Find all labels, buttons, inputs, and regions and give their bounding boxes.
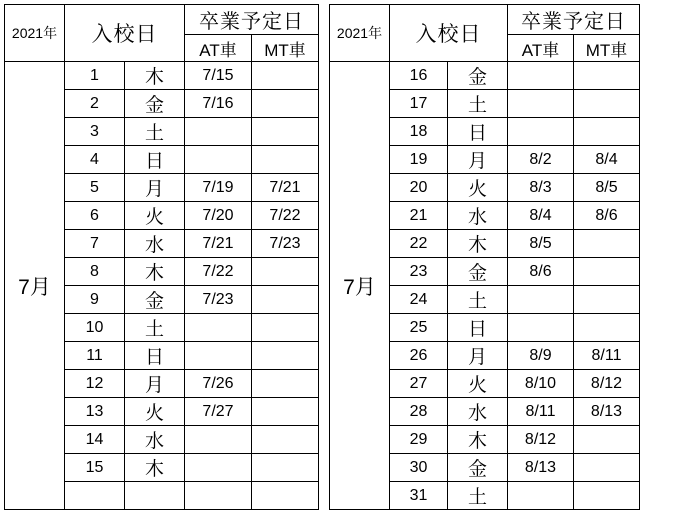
day-number: 28 xyxy=(390,398,448,426)
table-row xyxy=(5,62,319,90)
weekday: 木 xyxy=(448,230,508,258)
mt-graduation-date: 8/13 xyxy=(574,398,640,426)
weekday: 水 xyxy=(448,398,508,426)
at-graduation-date: 7/22 xyxy=(185,258,252,286)
mt-graduation-date xyxy=(252,146,319,174)
weekday: 日 xyxy=(448,314,508,342)
at-graduation-date: 7/27 xyxy=(185,398,252,426)
right-table-wrapper xyxy=(329,4,640,510)
day-number: 22 xyxy=(390,230,448,258)
mt-graduation-date xyxy=(574,90,640,118)
day-number: 23 xyxy=(390,258,448,286)
left-table-wrapper xyxy=(4,4,319,510)
weekday xyxy=(125,482,185,510)
weekday: 木 xyxy=(125,62,185,90)
at-graduation-date xyxy=(508,62,574,90)
day-number: 30 xyxy=(390,454,448,482)
weekday: 月 xyxy=(448,146,508,174)
day-number: 2 xyxy=(65,90,125,118)
at-graduation-date: 8/12 xyxy=(508,426,574,454)
day-number: 18 xyxy=(390,118,448,146)
mt-graduation-date xyxy=(574,314,640,342)
mt-graduation-date xyxy=(574,118,640,146)
at-graduation-date: 7/15 xyxy=(185,62,252,90)
weekday: 日 xyxy=(125,342,185,370)
mt-graduation-date xyxy=(574,62,640,90)
mt-graduation-date: 7/22 xyxy=(252,202,319,230)
mt-graduation-date xyxy=(252,342,319,370)
weekday: 月 xyxy=(125,370,185,398)
mt-graduation-date xyxy=(252,258,319,286)
day-number: 9 xyxy=(65,286,125,314)
day-number: 5 xyxy=(65,174,125,202)
at-graduation-date xyxy=(185,426,252,454)
mt-graduation-date xyxy=(574,454,640,482)
mt-graduation-date xyxy=(252,314,319,342)
weekday: 木 xyxy=(125,258,185,286)
mt-graduation-date xyxy=(574,426,640,454)
right-table-header xyxy=(330,5,640,62)
left-entry-date-header: 入校日 xyxy=(65,5,185,62)
mt-graduation-date: 8/11 xyxy=(574,342,640,370)
weekday: 木 xyxy=(125,454,185,482)
weekday: 水 xyxy=(448,202,508,230)
weekday: 土 xyxy=(448,286,508,314)
mt-graduation-date xyxy=(252,398,319,426)
mt-graduation-date xyxy=(252,286,319,314)
left-year-label: 2021年 xyxy=(5,5,65,62)
at-graduation-date: 7/16 xyxy=(185,90,252,118)
day-number: 12 xyxy=(65,370,125,398)
day-number: 17 xyxy=(390,90,448,118)
weekday: 土 xyxy=(448,90,508,118)
schedule-table-second-half xyxy=(329,4,640,510)
weekday: 金 xyxy=(125,90,185,118)
day-number: 31 xyxy=(390,482,448,510)
day-number: 25 xyxy=(390,314,448,342)
mt-graduation-date xyxy=(252,482,319,510)
mt-graduation-date: 8/6 xyxy=(574,202,640,230)
weekday: 金 xyxy=(448,62,508,90)
left-at-car-header: AT車 xyxy=(185,35,252,62)
weekday: 火 xyxy=(125,202,185,230)
day-number: 4 xyxy=(65,146,125,174)
weekday: 水 xyxy=(125,230,185,258)
weekday: 月 xyxy=(125,174,185,202)
day-number: 3 xyxy=(65,118,125,146)
mt-graduation-date xyxy=(574,230,640,258)
at-graduation-date xyxy=(508,482,574,510)
day-number: 11 xyxy=(65,342,125,370)
mt-graduation-date xyxy=(252,62,319,90)
day-number xyxy=(65,482,125,510)
at-graduation-date xyxy=(185,146,252,174)
at-graduation-date: 8/6 xyxy=(508,258,574,286)
day-number: 29 xyxy=(390,426,448,454)
at-graduation-date: 8/10 xyxy=(508,370,574,398)
right-month-label: 7月 xyxy=(330,62,390,510)
at-graduation-date: 7/19 xyxy=(185,174,252,202)
right-entry-date-header: 入校日 xyxy=(390,5,508,62)
mt-graduation-date xyxy=(252,118,319,146)
left-graduation-header: 卒業予定日 xyxy=(185,5,319,35)
at-graduation-date: 8/9 xyxy=(508,342,574,370)
day-number: 10 xyxy=(65,314,125,342)
at-graduation-date xyxy=(185,314,252,342)
weekday: 月 xyxy=(448,342,508,370)
table-row xyxy=(330,62,640,90)
at-graduation-date: 7/23 xyxy=(185,286,252,314)
day-number: 8 xyxy=(65,258,125,286)
left-table-header xyxy=(5,5,319,62)
day-number: 20 xyxy=(390,174,448,202)
weekday: 火 xyxy=(448,174,508,202)
day-number: 15 xyxy=(65,454,125,482)
day-number: 24 xyxy=(390,286,448,314)
at-graduation-date: 7/20 xyxy=(185,202,252,230)
at-graduation-date: 8/3 xyxy=(508,174,574,202)
at-graduation-date: 8/13 xyxy=(508,454,574,482)
at-graduation-date xyxy=(185,454,252,482)
right-table-body xyxy=(330,62,640,510)
mt-graduation-date xyxy=(574,482,640,510)
weekday: 金 xyxy=(448,258,508,286)
day-number: 19 xyxy=(390,146,448,174)
at-graduation-date xyxy=(185,482,252,510)
weekday: 土 xyxy=(448,482,508,510)
at-graduation-date: 8/2 xyxy=(508,146,574,174)
left-month-label: 7月 xyxy=(5,62,65,510)
at-graduation-date: 8/11 xyxy=(508,398,574,426)
weekday: 金 xyxy=(448,454,508,482)
day-number: 6 xyxy=(65,202,125,230)
weekday: 土 xyxy=(125,314,185,342)
at-graduation-date xyxy=(508,286,574,314)
weekday: 水 xyxy=(125,426,185,454)
mt-graduation-date xyxy=(574,258,640,286)
right-at-car-header: AT車 xyxy=(508,35,574,62)
day-number: 13 xyxy=(65,398,125,426)
at-graduation-date xyxy=(508,90,574,118)
at-graduation-date: 8/4 xyxy=(508,202,574,230)
mt-graduation-date xyxy=(574,286,640,314)
right-mt-car-header: MT車 xyxy=(574,35,640,62)
mt-graduation-date xyxy=(252,90,319,118)
mt-graduation-date: 7/23 xyxy=(252,230,319,258)
day-number: 21 xyxy=(390,202,448,230)
right-year-label: 2021年 xyxy=(330,5,390,62)
mt-graduation-date: 8/5 xyxy=(574,174,640,202)
weekday: 火 xyxy=(448,370,508,398)
left-mt-car-header: MT車 xyxy=(252,35,319,62)
at-graduation-date xyxy=(185,118,252,146)
at-graduation-date xyxy=(508,118,574,146)
at-graduation-date: 7/21 xyxy=(185,230,252,258)
schedule-table-first-half xyxy=(4,4,319,510)
day-number: 7 xyxy=(65,230,125,258)
weekday: 日 xyxy=(125,146,185,174)
at-graduation-date xyxy=(185,342,252,370)
mt-graduation-date xyxy=(252,426,319,454)
at-graduation-date xyxy=(508,314,574,342)
left-table-body xyxy=(5,62,319,510)
mt-graduation-date xyxy=(252,370,319,398)
weekday: 日 xyxy=(448,118,508,146)
weekday: 金 xyxy=(125,286,185,314)
day-number: 1 xyxy=(65,62,125,90)
day-number: 27 xyxy=(390,370,448,398)
day-number: 14 xyxy=(65,426,125,454)
weekday: 火 xyxy=(125,398,185,426)
at-graduation-date: 8/5 xyxy=(508,230,574,258)
at-graduation-date: 7/26 xyxy=(185,370,252,398)
mt-graduation-date: 8/4 xyxy=(574,146,640,174)
right-graduation-header: 卒業予定日 xyxy=(508,5,640,35)
mt-graduation-date: 8/12 xyxy=(574,370,640,398)
weekday: 土 xyxy=(125,118,185,146)
weekday: 木 xyxy=(448,426,508,454)
day-number: 16 xyxy=(390,62,448,90)
day-number: 26 xyxy=(390,342,448,370)
mt-graduation-date xyxy=(252,454,319,482)
mt-graduation-date: 7/21 xyxy=(252,174,319,202)
